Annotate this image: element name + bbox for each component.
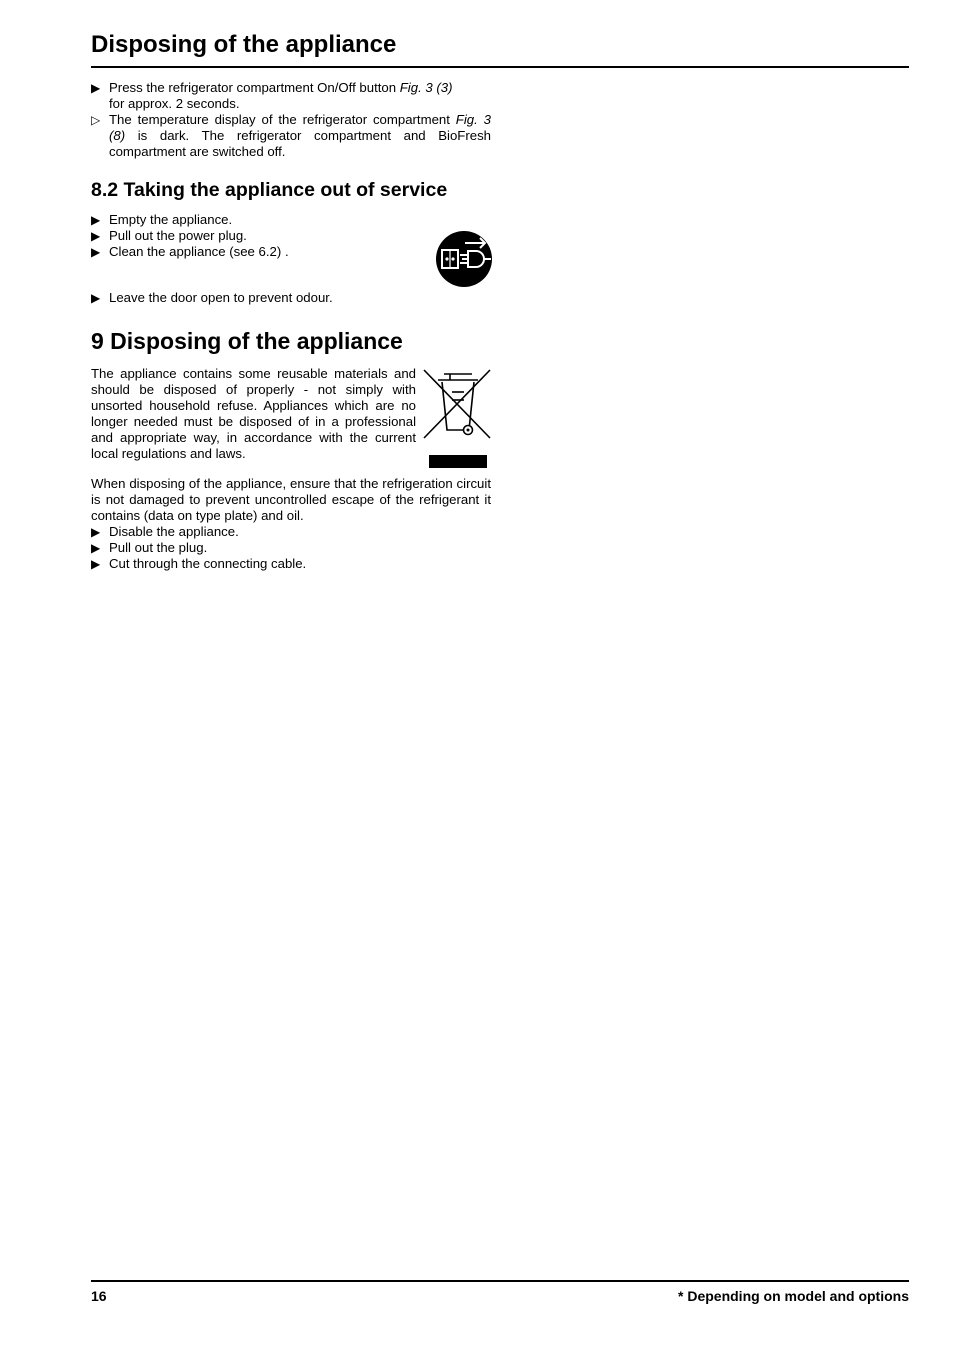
switch-off-instructions [91, 80, 491, 160]
section-9-steps [91, 524, 491, 572]
list-item: ▶ Pull out the power plug. [91, 228, 247, 243]
header-divider [91, 66, 909, 68]
list-item: ▶ Pull out the plug. [91, 540, 208, 555]
section-8-2 [91, 178, 491, 202]
action-bullet-icon: ▶ [91, 557, 101, 571]
list-item: ▶ Disable the appliance. [91, 524, 239, 539]
footer-divider [91, 1280, 909, 1282]
crossed-out-bin-icon [422, 368, 494, 470]
unplug-icon [435, 230, 493, 288]
section-8-2-steps [91, 212, 421, 260]
section-heading: 9 Disposing of the appliance [91, 328, 403, 354]
result-bullet-icon: ▷ [91, 113, 101, 127]
footer-note: * Depending on model and options [678, 1288, 909, 1304]
section-9 [91, 327, 491, 355]
action-bullet-icon: ▶ [91, 229, 101, 243]
figure-reference: Fig. 3 (8) [109, 112, 491, 143]
page-number: 16 [91, 1288, 107, 1304]
list-item: ▶ Empty the appliance. [91, 212, 233, 227]
section-8-2-last-step [91, 290, 491, 306]
action-bullet-icon: ▶ [91, 81, 101, 95]
list-item: ▶ Leave the door open to prevent odour. [91, 290, 333, 305]
step-press-button: ▶ Press the refrigerator compartment On/Off button Fig. 3 (3) for approx. 2 seconds. [91, 80, 453, 111]
result-display-dark: ▷ The temperature display of the refrigerator compartment Fig. 3 (8) is dark. The refrigerator compartment and BioFresh compartment are switched off. [91, 112, 491, 159]
section-heading: 8.2 Taking the appliance out of service [91, 179, 448, 201]
page-title: Disposing of the appliance [91, 31, 397, 58]
figure-reference: Fig. 3 (3) [399, 80, 453, 95]
action-bullet-icon: ▶ [91, 541, 101, 555]
section-9-paragraph-2: When disposing of the appliance, ensure that the refrigeration circuit is not damaged to prevent uncontrolled escape of the refrigerant it contains (data on type plate) and oil. [91, 476, 491, 523]
section-9-paragraph-1: The appliance contains some reusable materials and should be disposed of properly - not simply with unsorted household refuse. Appliances which are no longer needed must be disposed of in a professional and appropriate way, in accordance with the current local regulations and laws. [91, 366, 416, 461]
action-bullet-icon: ▶ [91, 213, 101, 227]
action-bullet-icon: ▶ [91, 245, 101, 259]
list-item: ▶ Cut through the connecting cable. [91, 556, 307, 571]
list-item: ▶ Clean the appliance (see 6.2) . [91, 244, 289, 259]
action-bullet-icon: ▶ [91, 291, 101, 305]
action-bullet-icon: ▶ [91, 525, 101, 539]
